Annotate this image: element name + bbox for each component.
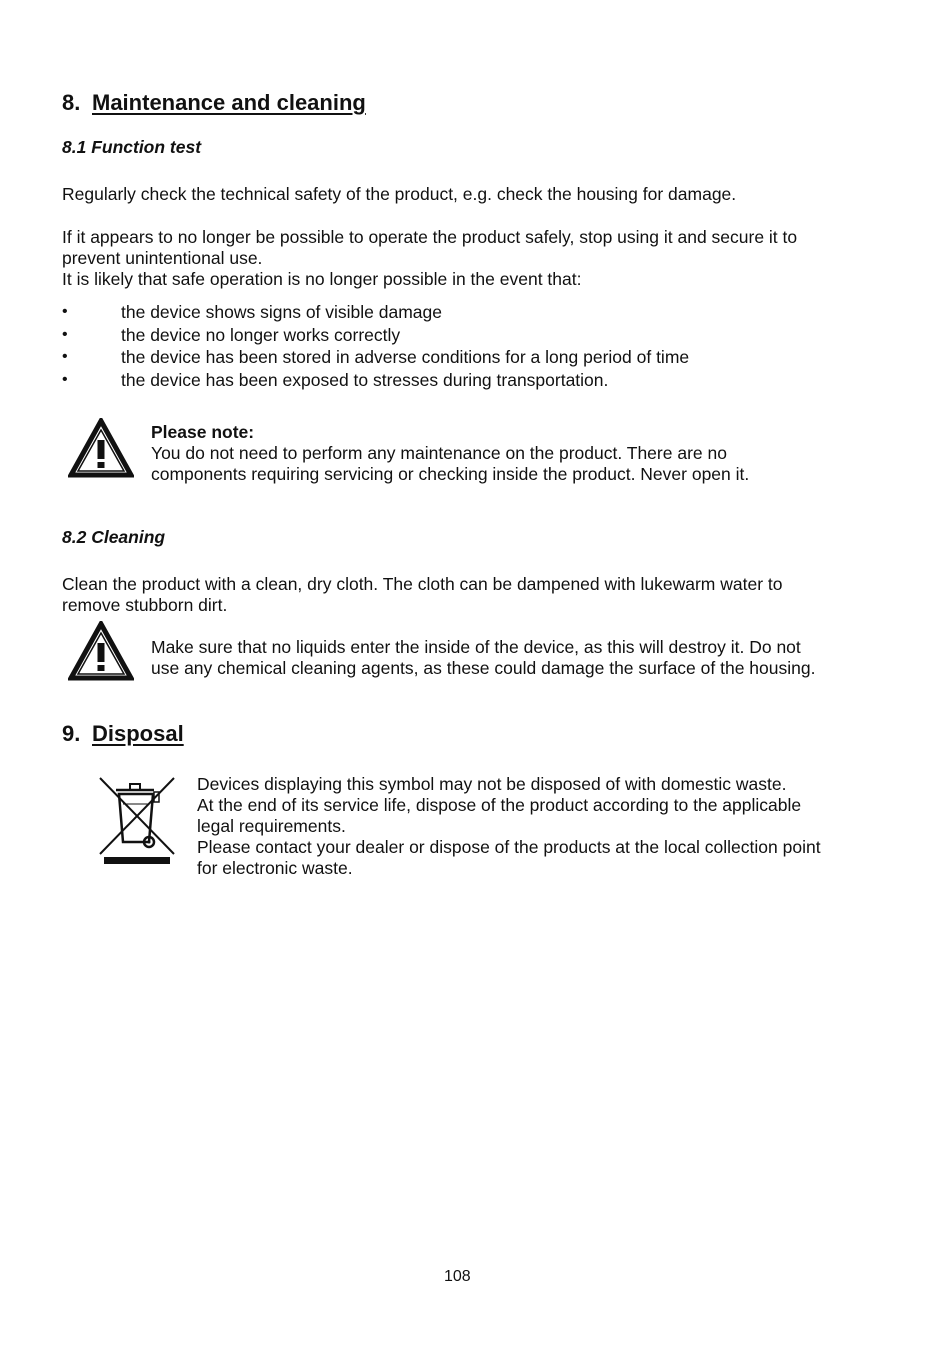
list-item-text: the device has been exposed to stresses during transportation. (121, 369, 609, 390)
list-item (62, 369, 689, 392)
list-item-text: the device has been stored in adverse conditions for a long period of time (121, 347, 690, 367)
function-test-paragraph-2 (62, 227, 902, 290)
paragraph-line: remove stubborn dirt. (62, 595, 228, 615)
list-item-text: the device shows signs of visible damage (121, 302, 443, 322)
subsection-8-2-title: 8.2 Cleaning (62, 527, 166, 547)
warning-line: Make sure that no liquids enter the inside of the device, as this will destroy it. Do not (151, 637, 801, 657)
list-item (62, 301, 689, 324)
bullet-icon: • (62, 370, 68, 388)
disposal-line: Please contact your dealer or dispose of the products at the local collection point (197, 837, 821, 857)
cleaning-warning-text (151, 637, 815, 679)
bullet-icon: • (62, 348, 68, 365)
section-9-title: Disposal (92, 721, 184, 746)
disposal-line: legal requirements. (197, 816, 346, 836)
function-test-paragraph-1: Regularly check the technical safety of the product, e.g. check the housing for damage. (62, 184, 737, 204)
note-line: components requiring servicing or checking inside the product. Never open it. (151, 464, 750, 484)
paragraph-line: If it appears to no longer be possible to operate the product safely, stop using it and secure it to (62, 227, 798, 247)
subsection-8-1-title: 8.1 Function test (62, 137, 202, 157)
section-8-title: Maintenance and cleaning (92, 90, 366, 115)
bullet-icon: • (62, 325, 68, 343)
list-item-text: the device no longer works correctly (121, 324, 401, 345)
damage-conditions-list (62, 301, 689, 391)
crossed-out-wheelie-bin-icon (96, 774, 178, 871)
note-line: You do not need to perform any maintenance on the product. There are no (151, 443, 727, 463)
section-8-number: 8. (62, 90, 81, 115)
note-title: Please note: (151, 422, 255, 442)
cleaning-paragraph (62, 574, 782, 616)
warning-line: use any chemical cleaning agents, as these could damage the surface of the housing. (151, 658, 816, 678)
paragraph-line: prevent unintentional use. (62, 248, 263, 268)
paragraph-line: It is likely that safe operation is no longer possible in the event that: (62, 269, 582, 289)
section-8-heading (62, 90, 366, 116)
disposal-line: At the end of its service life, dispose of the product according to the applicable (197, 795, 802, 815)
paragraph-line: Clean the product with a clean, dry cloth. The cloth can be dampened with lukewarm water to (62, 574, 783, 594)
section-9-number: 9. (62, 721, 81, 746)
section-9-heading (62, 721, 184, 747)
please-note-box (151, 422, 749, 485)
bullet-icon: • (62, 303, 68, 320)
disposal-text (197, 774, 821, 879)
warning-triangle-icon (68, 621, 134, 686)
list-item (62, 324, 689, 347)
list-item (62, 346, 689, 369)
disposal-line: for electronic waste. (197, 858, 353, 878)
disposal-line: Devices displaying this symbol may not be disposed of with domestic waste. (197, 774, 787, 794)
page-number: 108 (444, 1268, 471, 1285)
warning-triangle-icon (68, 418, 134, 483)
